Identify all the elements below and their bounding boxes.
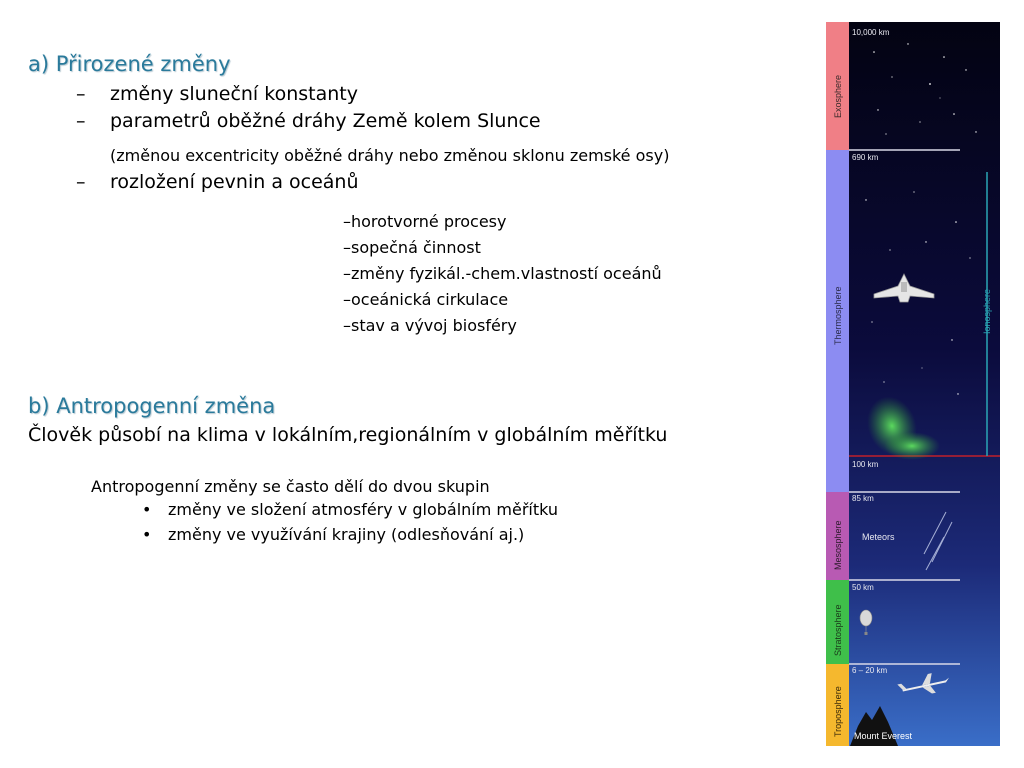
- sub-item: –horotvorné procesy: [343, 212, 507, 231]
- list-item-text: rozložení pevnin a oceánů: [110, 171, 359, 193]
- sub-item: –stav a vývoj biosféry: [343, 316, 517, 335]
- orbit-note: (změnou excentricity oběžné dráhy nebo změnou sklonu zemské osy): [110, 146, 670, 165]
- groups-intro: Antropogenní změny se často dělí do dvou skupin: [91, 477, 490, 496]
- altitude-label: 690 km: [852, 153, 879, 162]
- altitude-label: 6 – 20 km: [852, 666, 888, 675]
- sub-item: –oceánická cirkulace: [343, 290, 509, 309]
- altitude-label: 85 km: [852, 494, 874, 503]
- everest-label: Mount Everest: [854, 731, 913, 741]
- section-b-text: Člověk působí na klima v lokálním,regionálním v globálním měřítku: [28, 424, 668, 446]
- dash-bullet: –: [76, 110, 86, 132]
- altitude-label: 50 km: [852, 583, 874, 592]
- bullet-dot: •: [142, 525, 152, 544]
- exosphere-label: Exosphere: [833, 74, 843, 118]
- stratosphere-label: Stratosphere: [833, 604, 843, 656]
- bullet-dot: •: [142, 500, 152, 519]
- sub-item: –sopečná činnost: [343, 238, 481, 257]
- bullet-text: změny ve složení atmosféry v globálním měřítku: [168, 500, 559, 519]
- list-item-text: parametrů oběžné dráhy Země kolem Slunce: [110, 110, 541, 132]
- list-item: [76, 110, 541, 132]
- dash-bullet: –: [76, 171, 86, 193]
- thermosphere-label: Thermosphere: [833, 286, 843, 345]
- list-item-text: změny sluneční konstanty: [110, 83, 358, 105]
- bullet-text: změny ve využívání krajiny (odlesňování aj.): [168, 525, 525, 544]
- ionosphere-label: Ionosphere: [982, 288, 992, 334]
- altitude-label: 10,000 km: [852, 28, 890, 37]
- bullet-item: [142, 500, 558, 519]
- sub-item: –změny fyzikál.-chem.vlastností oceánů: [343, 264, 662, 283]
- troposphere-label: Troposphere: [833, 686, 843, 737]
- altitude-label: 100 km: [852, 460, 879, 469]
- atmosphere-layers-diagram: [826, 22, 1000, 746]
- dash-bullet: –: [76, 83, 86, 105]
- sky-background: [826, 22, 1000, 746]
- section-a-heading: a) Přirozené změny: [28, 52, 231, 76]
- bullet-item: [142, 525, 524, 544]
- list-item: [76, 83, 358, 105]
- mesosphere-label: Mesosphere: [833, 520, 843, 570]
- section-b-heading: b) Antropogenní změna: [28, 394, 276, 418]
- list-item: [76, 171, 358, 193]
- meteors-label: Meteors: [862, 532, 895, 542]
